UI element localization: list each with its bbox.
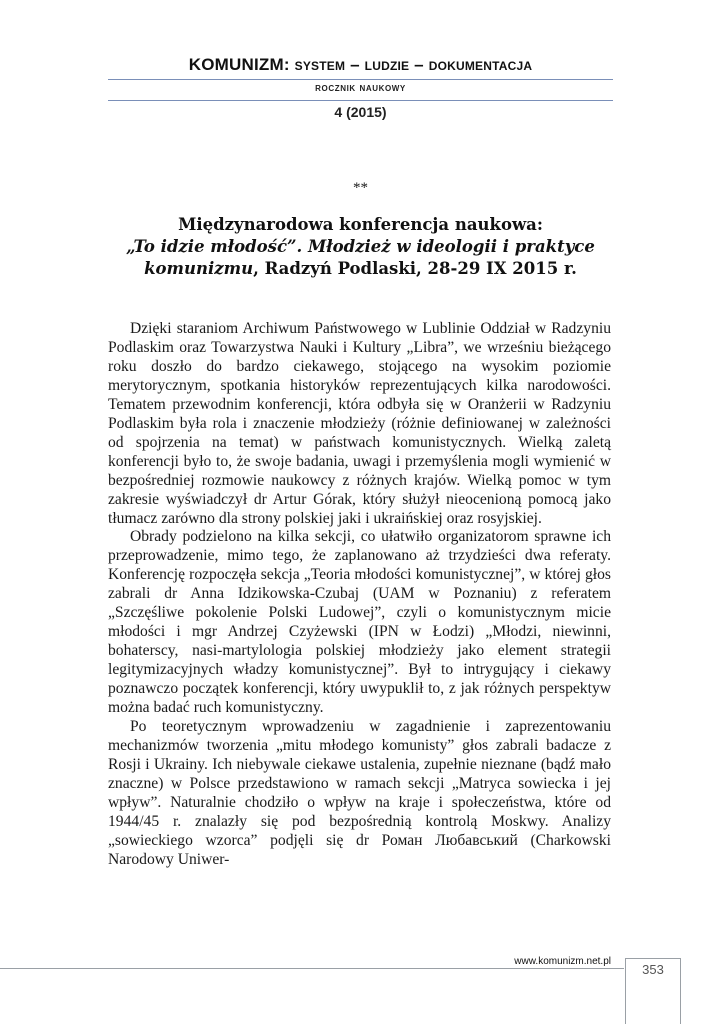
page-number: 353	[642, 962, 664, 977]
volume-label: 4 (2015)	[334, 104, 387, 120]
paragraph: Dzięki staraniom Archiwum Państwowego w Lublinie Oddział w Radzyniu Podlaskim oraz Towarzystwa Nauki i Kultury „Libra”, we wrześniu bieżącego roku doszło do bardzo ciekawego, stojącego na wysokim poziomie merytorycznym, spotkania historyków reprezentujących kilka narodowości. Tematem przewodnim konferencji, która odbyła się w Oranżerii w Radzyniu Podlaskim była rola i znaczenie młodzieży (różnie definiowanej w zależności od spojrzenia na temat) w państwach komunistycznych. Wielką zaletą konferencji było to, że swoje badania, uwagi i przemyślenia mogli wymienić w bezpośredniej rozmowie naukowcy z różnych krajów. Wielką pomoc w tym zakresie wyświadczył dr Artur Górak, który służył nieocenioną pomocą jako tłumacz zarówno dla strony polskiej jaki i ukraińskiej oraz rosyjskiej.	[108, 320, 611, 527]
paragraph: Po teoretycznym wprowadzeniu w zagadnienie i zaprezentowaniu mechanizmów tworzenia „mitu młodego komunisty” głos zabrali badacze z Rosji i Ukrainy. Ich niebywale ciekawe ustalenia, zupełnie nieznane (bądź mało znaczne) w Polsce przedstawiono w ramach sekcji „Matryca sowiecka i jej wpływ”. Naturalnie chodziło o wpływ na kraje i społeczeństwa, które od 1944/45 r. znalazły się pod bezpośrednią kontrolą Moskwy. Analizy „sowieckiego wzorca” podjęli się dr Роман Любавський (Charkowski Narodowy Uniwer-	[108, 718, 611, 868]
article-title-line-2: „To idzie młodość”. Młodzież w ideologii i praktyce	[126, 237, 595, 256]
section-separator: **	[353, 180, 368, 196]
footer-url: www.komunizm.net.pl	[514, 956, 611, 967]
header-rule-bottom	[108, 100, 613, 101]
article-title-italic: komunizmu	[144, 259, 254, 278]
journal-header	[108, 54, 613, 76]
article-title	[108, 214, 613, 280]
article-title-line-3	[108, 258, 613, 280]
journal-title: KOMUNIZM: system – ludzie – dokumentacja	[188, 55, 533, 74]
footer-rule	[0, 968, 624, 969]
yearbook-label: rocznik naukowy	[315, 82, 406, 94]
paragraph: Obrady podzielono na kilka sekcji, co ułatwiło organizatorom sprawne ich przeprowadzenie, mimo tego, że zaplanowano aż trzydzieści dwa referaty. Konferencję rozpoczęła sekcja „Teoria młodości komunistycznej”, w której głos zabrali dr Anna Idzikowska-Czubaj (UAM w Poznaniu) z referatem „Szczęśliwe pokolenie Polski Ludowej”, czyli o komunistycznym micie młodości i mgr Andrzej Czyżewski (IPN w Łodzi) „Młodzi, niewinni, bohaterscy, nasi-martylologia polskiej młodzieży jako element strategii legitymizacyjnych władzy komunistycznej”. Był to intrygujący i ciekawy poznawczo początek konferencji, który uwypuklił to, z jak różnych perspektyw można badać ruch komunistyczny.	[108, 528, 611, 717]
article-title-rest: , Radzyń Podlaski, 28-29 IX 2015 r.	[253, 259, 577, 278]
header-rule-top	[108, 79, 613, 80]
article-title-line-1: Międzynarodowa konferencja naukowa:	[178, 215, 543, 234]
article-body	[108, 320, 611, 870]
